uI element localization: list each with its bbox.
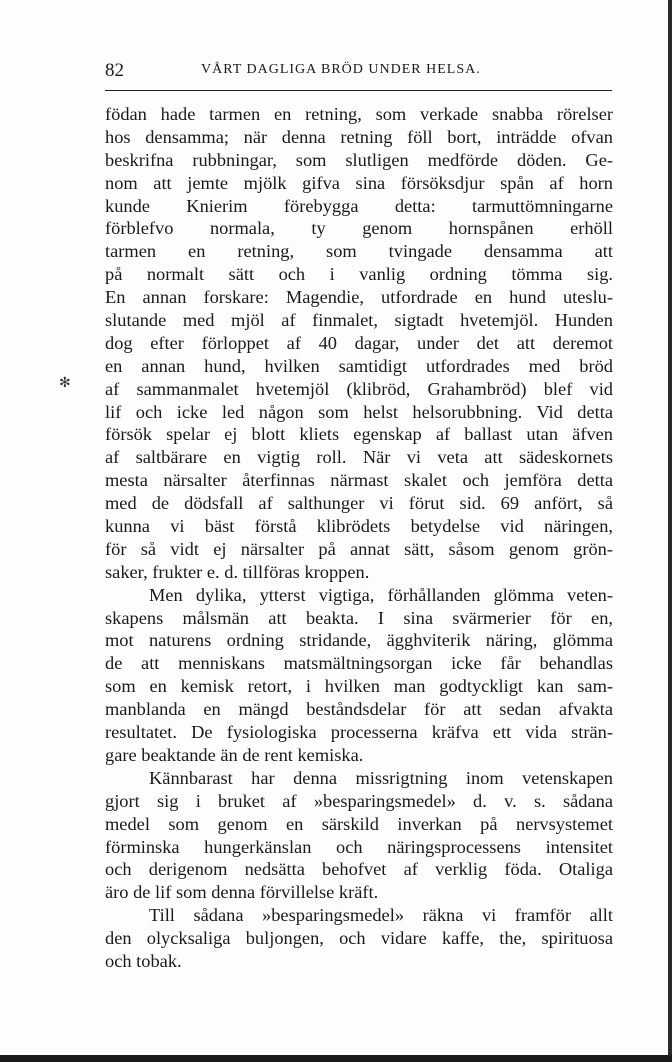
scan-right-edge [668, 0, 672, 1062]
scan-bottom-edge [0, 1055, 672, 1062]
page-header [105, 60, 613, 86]
text-line: af sammanmalet hvetemjöl (klibröd, Grahambröd) blef vid [105, 378, 613, 399]
body-text [105, 103, 613, 973]
text-line: på normalt sätt och i vanlig ordning tömma sig. [105, 264, 613, 285]
text-line: slutande med mjöl af finmalet, sigtadt hvetemjöl. Hunden [105, 310, 613, 331]
text-line: den olycksaliga buljongen, och vidare kaffe, the, spirituosa [105, 928, 613, 949]
text-line: och tobak. [105, 950, 182, 971]
text-line: skapens målsmän att beakta. I sina svärmerier för en, [105, 607, 613, 628]
text-line: försök spelar ej blott kliets egenskap af ballast utan äfven [105, 424, 613, 445]
text-line: födan hade tarmen en retning, som verkade snabba rörelser [105, 104, 613, 124]
text-line: beskrifna rubbningar, som slutligen medförde döden. Ge- [105, 149, 613, 170]
running-head: VÅRT DAGLIGA BRÖD UNDER HELSA. [201, 62, 481, 77]
text-line: Men dylika, ytterst vigtiga, förhållanden glömma veten- [149, 584, 613, 605]
text-line: tarmen en retning, som tvingade densamma att [105, 241, 613, 262]
text-line: manblanda en mängd beståndsdelar för att sedan afvakta [105, 699, 613, 720]
text-line: för så vidt ej närsalter på annat sätt, såsom genom grön- [105, 538, 613, 559]
text-line: En annan forskare: Magendie, utfordrade en hund uteslu- [105, 287, 613, 308]
text-line: lif och icke led någon som helst helsorubbning. Vid detta [105, 401, 613, 422]
text-line: de att menniskans matsmältningsorgan icke får behandlas [105, 653, 613, 674]
text-line: mesta närsalter återfinnas närmast skalet och jemföra detta [105, 470, 613, 491]
text-line: med de dödsfall af salthunger vi förut sid. 69 anfört, så [105, 493, 613, 514]
text-line: hos densamma; när denna retning föll bort, inträdde ofvan [105, 126, 613, 147]
text-line: nom att jemte mjölk gifva sina försöksdjur spån af horn [105, 172, 613, 193]
text-line: förblefvo normala, ty genom hornspånen erhöll [105, 218, 613, 239]
text-line: dog efter förloppet af 40 dagar, under det att deremot [105, 332, 613, 353]
text-line: resultatet. De fysiologiska processerna kräfva ett vida strän- [105, 722, 613, 743]
text-line: kunna vi bäst förstå klibrödets betydelse vid näringen, [105, 516, 613, 537]
text-line: äro de lif som denna förvillelse kräft. [105, 882, 379, 903]
text-line: Till sådana »besparingsmedel» räkna vi framför allt [149, 905, 613, 926]
header-rule [105, 90, 612, 91]
text-line: medel som genom en särskild inverkan på nervsystemet [105, 813, 613, 834]
text-line: förminska hungerkänslan och näringsprocessens intensitet [105, 836, 613, 857]
page-number: 82 [105, 60, 124, 81]
text-line: saker, frukter e. d. tillföras kroppen. [105, 561, 370, 582]
text-line: mot naturens ordning stridande, ägghviterik näring, glömma [105, 630, 613, 651]
text-line: en annan hund, hvilken samtidigt utfordrades med bröd [105, 355, 613, 376]
text-line: af saltbärare en vigtig roll. När vi veta att sädeskornets [105, 447, 613, 468]
text-line: gjort sig i bruket af »besparingsmedel» d. v. s. sådana [105, 790, 613, 811]
text-line: kunde Knierim förebygga detta: tarmuttömningarne [105, 195, 613, 216]
text-line: som en kemisk retort, i hvilken man godtyckligt kan sam- [105, 676, 613, 697]
text-line: gare beaktande än de rent kemiska. [105, 744, 364, 765]
margin-mark: ✻ [59, 376, 71, 391]
text-line: Kännbarast har denna missrigtning inom vetenskapen [149, 767, 613, 788]
text-line: och derigenom nedsätta behofvet af verklig föda. Otaliga [105, 859, 613, 880]
